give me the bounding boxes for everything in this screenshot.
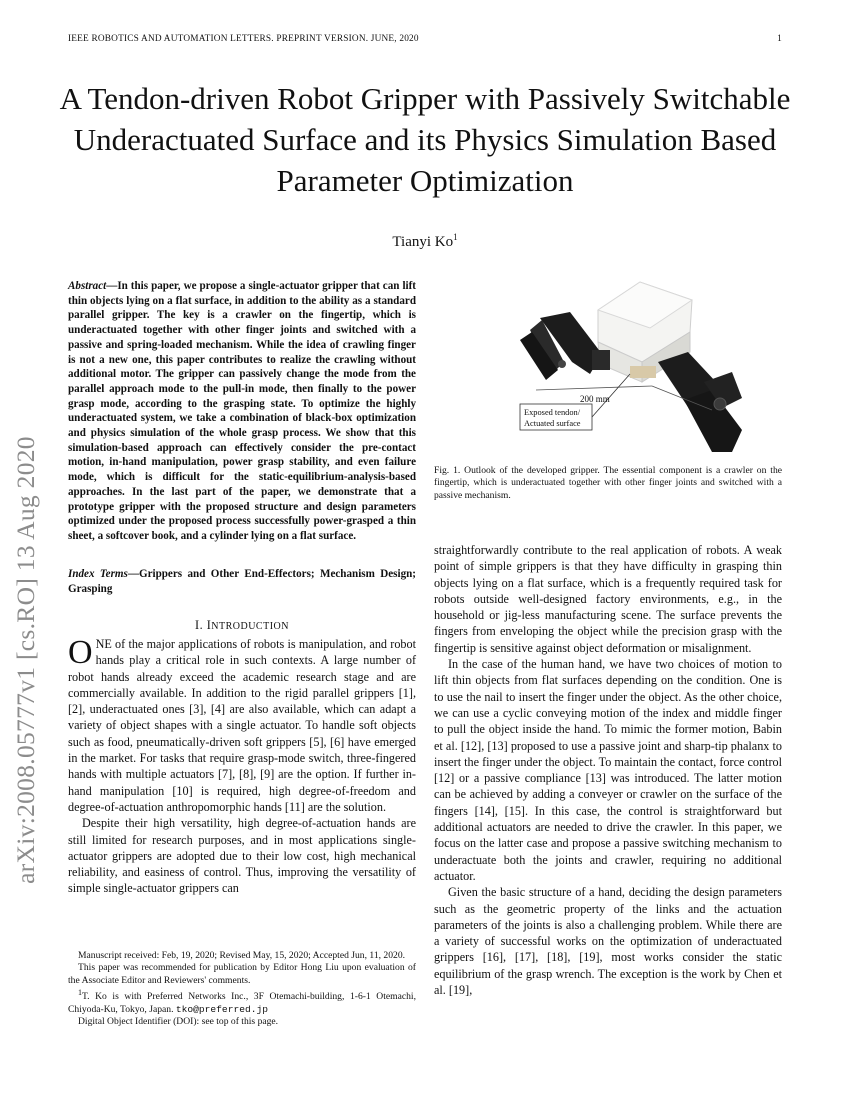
author-line <box>0 232 850 251</box>
figure-1-caption: Fig. 1. Outlook of the developed gripper. The essential component is a crawler on the fingertip, which is underactuated together with other finger joints and switched with a passive mechanism. <box>434 465 782 501</box>
page-number: 1 <box>777 34 782 44</box>
abstract-label: Abstract <box>68 280 107 292</box>
author-email[interactable]: tko@preferred.jp <box>175 1003 268 1015</box>
footnote-affiliation <box>68 987 416 1016</box>
section-title-first: I <box>206 618 212 632</box>
figure-1 <box>480 270 800 455</box>
callout-line-1: Exposed tendon/ <box>524 408 581 417</box>
right-paragraph-1: straightforwardly contribute to the real application of robots. A weak point of simple grippers is that they have difficulty in grasping thin objects lying on a flat surface, which is a frequently required task for robots outside well-designed factory environments, e.g., in the household or jig-less manufacturing scene. The surface prevents the fingers from enveloping the object while the precision grasp with the fingertip is sensitive against object deformation or misalignment. <box>434 543 782 655</box>
footnote-doi: Digital Object Identifier (DOI): see top of this page. <box>78 1016 279 1028</box>
section-title-rest: NTRODUCTION <box>211 621 289 632</box>
index-terms-text: —Grippers and Other End-Effectors; Mechanism Design; Grasping <box>68 568 416 595</box>
intro-paragraph-2: Despite their high versatility, high degree-of-actuation hands are still limited for research purposes, and in most applications single-actuator grippers are adopted due to their low cost, high mechanical reliability, and easiness of control. Thus, improving the versatility of simple single-actuator grippers can <box>68 816 416 896</box>
author-name: Tianyi Ko <box>392 234 454 250</box>
footnote-affil-text: T. Ko is with Preferred Networks Inc., 3F Otemachi-building, 1-6-1 Otemachi, Chiyoda-Ku, Tokyo, Japan. <box>68 991 416 1015</box>
intro-paragraph-1 <box>68 636 416 815</box>
running-header <box>68 34 782 48</box>
intro-p1-text: NE of the major applications of robots is manipulation, and robot hands play a critical role in such contexts. A large number of robot hands already exceed the academic research stage and are commercially available. In addition to the rigid parallel grippers [1], [2], underactuated ones [3], [4] are also available, which can adapt a variety of object shapes with a single actuator. To handle soft objects such as food, pneumatically-driven soft grippers [5], [6] have emerged in the market. For tasks that require grasp-mode switch, three-fingered hands with multiple actuators [7], [8], [9] are the option. If further in-hand manipulation [10] is required, high degree-of-freedom and degree-of-actuation anthropomorphic hands [11] are the solution. <box>68 637 416 814</box>
arxiv-identifier: arXiv:2008.05777v1 [cs.RO] 13 Aug 2020 <box>11 436 40 884</box>
right-paragraph-3: Given the basic structure of a hand, deciding the design parameters such as the geometric property of the links and the actuation parameters of the joints is also a challenging problem. While there are a variety of successful works on the optimization of underactuated grippers [16], [17], [18], [19], most works consider the static equilibrium of the grasp wrench. The exception is the work by Chen et al. [19], <box>434 885 782 998</box>
abstract <box>68 279 416 544</box>
index-terms-label: Index Terms <box>68 568 128 580</box>
journal-name: IEEE ROBOTICS AND AUTOMATION LETTERS. PREPRINT VERSION. JUNE, 2020 <box>68 34 419 44</box>
dimension-label: 200 mm <box>580 394 610 404</box>
callout-line-2: Actuated surface <box>524 419 581 428</box>
author-affil-mark: 1 <box>453 232 458 242</box>
paper-title: A Tendon-driven Robot Gripper with Passively Switchable Underactuated Surface and its Physics Simulation Based Parameter Optimization <box>59 81 791 198</box>
abstract-text: —In this paper, we propose a single-actuator gripper that can lift thin objects lying on a flat surface, in addition to the ability as a standard parallel gripper. The key is a crawler on the fingertip, which is underactuated together with other finger joints and switched with a passive and spring-loaded mechanism. While the idea of crawling finger is not a new one, this paper contributes to realize the crawling without additional motor. The gripper can passively change the mode from the parallel approach mode to the pull-in mode, then finally to the power grasp mode, according to the grasping state. To optimize the highly underactuated system, we take a combination of black-box optimization and physics simulation of the whole grasp process. We show that this simulation-based approach can effectively consider the pre-contact motion, in-hand manipulation, power grasp stability, and even failure mode, which is difficult for the static-equilibrium-analysis-based approaches. In the last part of the paper, we demonstrate that a prototype gripper with the proposed structure and design parameters optimized under the proposed process successfully power-grasped a thin sheet, a softcover book, and a cylinder lying on a flat surface. <box>68 280 416 542</box>
right-paragraph-2: In the case of the human hand, we have two choices of motion to lift thin objects from flat surfaces depending on the condition. One is to use the nail to insert the finger under the object. As the other choice, we can use a cyclic conveying motion of the index and middle finger to pull the object inside the hand. To mimic the former motion, Babin et al. [12], [13] proposed to use a passive joint and sharp-tip phalanx to insert the finger under the object. To maintain the contact, force control [12] or a passive compliance [13] was introduced. The latter motion can be achieved by adding a conveyer or crawler on the surface of the fingers [14], [15]. In this case, the control is straightforward but additional actuators are needed to drive the crawler. In this paper, we focus on the latter case and propose a passive switching mechanism to underactuate both the joints and crawler, requiring no additional actuator. <box>434 657 782 883</box>
intro-body <box>68 636 416 897</box>
section-heading <box>68 618 416 633</box>
section-numeral: I. <box>195 618 204 632</box>
index-terms <box>68 567 416 596</box>
gripper-photo <box>480 270 800 455</box>
drop-cap: O <box>68 634 93 671</box>
footnote-affil-mark: 1 <box>78 988 82 998</box>
right-column-text <box>434 542 782 998</box>
footnote-received: Manuscript received: Feb, 19, 2020; Revised May, 15, 2020; Accepted Jun, 11, 2020. <box>78 950 406 961</box>
footnotes <box>68 950 416 1029</box>
footnote-editor: This paper was recommended for publication by Editor Hong Liu upon evaluation of the Associate Editor and Reviewers' comments. <box>68 962 416 986</box>
arxiv-sidebar <box>6 300 46 1020</box>
